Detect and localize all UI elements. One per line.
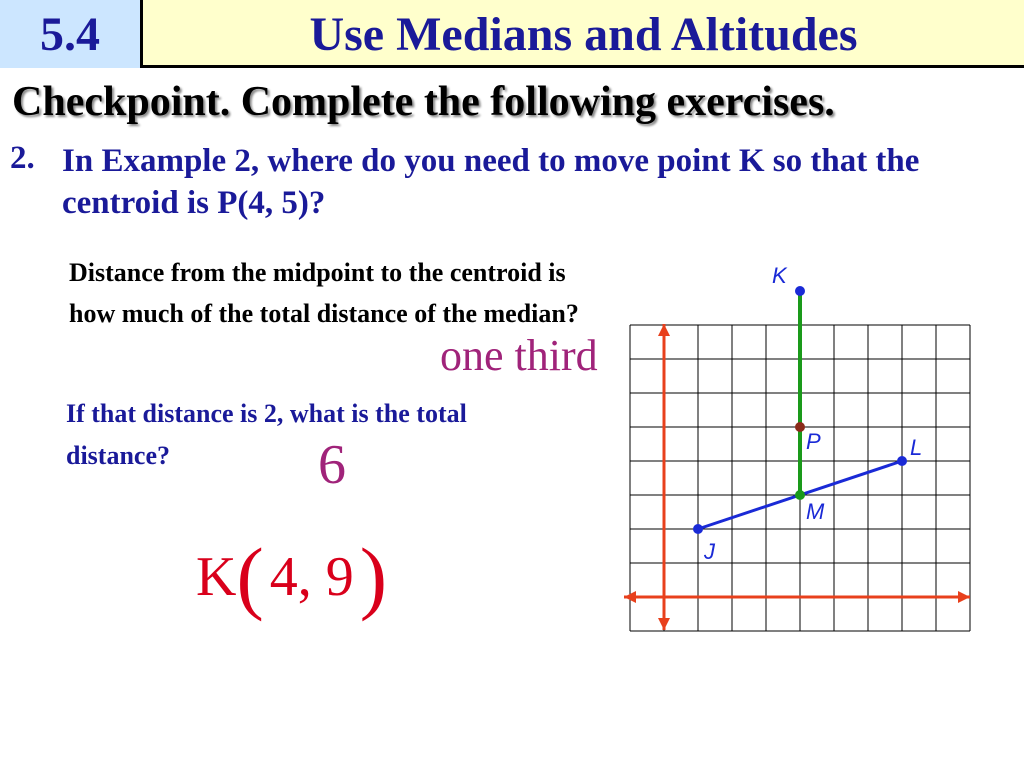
final-answer — [196, 531, 388, 622]
x-axis-right-arrow — [958, 591, 970, 603]
point-l — [897, 456, 907, 466]
section-box — [0, 0, 143, 68]
point-label-p: P — [806, 429, 821, 454]
y-axis-up-arrow — [658, 324, 670, 336]
prompt-total-text: If that distance is 2, what is the total distance? — [66, 399, 467, 470]
coordinate-graph — [612, 262, 982, 642]
final-answer-open-paren: ( — [236, 531, 264, 622]
point-label-m: M — [806, 499, 825, 524]
prompt-total-answer: 6 — [318, 434, 346, 496]
point-m — [795, 490, 805, 500]
point-label-l: L — [910, 435, 923, 460]
question-text: In Example 2, where do you need to move point K so that the centroid is P(4, 5)? — [62, 143, 920, 221]
point-k — [795, 286, 805, 296]
question-number: 2. — [10, 140, 35, 176]
point-p — [795, 422, 805, 432]
graph-axes — [624, 324, 970, 630]
final-answer-letter: K — [196, 546, 237, 608]
section-number: 5.4 — [40, 7, 100, 61]
final-answer-close-paren: ) — [359, 531, 388, 622]
slide-title: Use Medians and Altitudes — [309, 7, 858, 61]
prompt-fraction-answer: one third — [440, 331, 598, 380]
point-j — [693, 524, 703, 534]
point-label-k: K — [772, 263, 787, 288]
prompt-fraction-text: Distance from the midpoint to the centroid is how much of the total distance of the median? — [69, 258, 579, 328]
y-axis-down-arrow — [658, 618, 670, 630]
checkpoint-heading: Checkpoint. Complete the following exercises. — [12, 79, 835, 125]
final-answer-coords: 4, 9 — [269, 546, 354, 608]
point-label-j: J — [704, 539, 715, 564]
